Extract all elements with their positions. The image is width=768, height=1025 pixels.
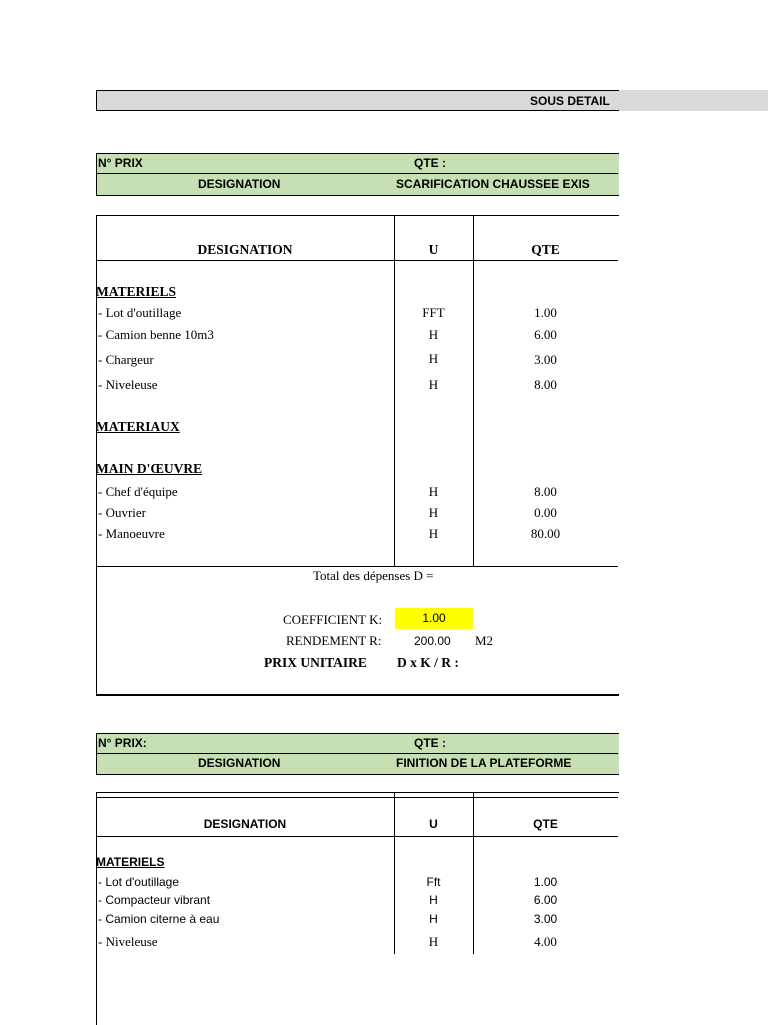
s1-coefficient-label: COEFFICIENT K: <box>283 612 383 627</box>
s1-materiel-row-2-qte: 3.00 <box>534 352 557 367</box>
s1-materiaux-heading: MATERIAUX <box>96 419 180 434</box>
s2-materiel-row-0-u: Fft <box>426 875 441 889</box>
s1-materiel-row-1-name: - Camion benne 10m3 <box>98 327 214 342</box>
s1-total-label: Total des dépenses D = <box>313 568 434 583</box>
s1-body-rule <box>96 566 618 567</box>
s1-designation-label: DESIGNATION <box>198 177 281 191</box>
s2-header-rule-2 <box>96 836 618 837</box>
s1-materiel-row-3-qte: 8.00 <box>534 377 557 392</box>
s2-materiel-row-1-u: H <box>429 893 438 907</box>
s1-designation-value: SCARIFICATION CHAUSSEE EXIS <box>396 177 590 191</box>
s1-coefficient-value: 1.00 <box>395 608 473 629</box>
s1-band-divider <box>96 173 618 174</box>
s1-labor-row-0-u: H <box>428 484 439 499</box>
s2-num-label: N° PRIX: <box>98 736 147 750</box>
s2-band-divider <box>96 753 618 754</box>
s2-materiel-row-1-qte: 6.00 <box>533 893 558 907</box>
s2-materiel-row-2-name: - Camion citerne à eau <box>98 912 220 926</box>
s1-col-qte: QTE <box>531 242 560 257</box>
s2-header-rule <box>96 797 618 798</box>
s1-col-u: U <box>428 242 439 257</box>
s2-designation-value: FINITION DE LA PLATEFORME <box>396 756 572 770</box>
s2-materiel-row-1-name: - Compacteur vibrant <box>98 893 211 907</box>
s1-labor-row-1-u: H <box>428 505 439 520</box>
s1-rendement-label: RENDEMENT R: <box>286 633 382 648</box>
s1-prix-label: PRIX UNITAIRE <box>264 655 367 670</box>
s2-col-u: U <box>429 817 438 831</box>
s1-num-label: N° PRIX <box>98 156 143 170</box>
page-crop-mask <box>619 112 768 1024</box>
s2-col-designation: DESIGNATION <box>203 817 287 831</box>
s1-materiels-heading: MATERIELS <box>96 284 177 299</box>
s1-materiel-row-0-name: - Lot d'outillage <box>98 305 182 320</box>
header-title: SOUS DETAIL <box>530 94 610 108</box>
s1-materiel-row-2-name: - Chargeur <box>98 352 154 367</box>
s1-materiel-row-3-u: H <box>428 377 439 392</box>
s1-materiel-row-1-u: H <box>428 327 439 342</box>
s1-labor-row-2-name: - Manoeuvre <box>98 526 165 541</box>
s1-labor-row-0-name: - Chef d'équipe <box>98 484 178 499</box>
s1-prix-formula: D x K / R : <box>397 655 459 670</box>
s1-rendement-unit: M2 <box>475 633 494 648</box>
s1-labor-row-1-qte: 0.00 <box>534 505 557 520</box>
s2-materiel-row-2-qte: 3.00 <box>533 912 558 926</box>
s1-labor-row-1-name: - Ouvrier <box>98 505 147 520</box>
s1-labor-row-2-qte: 80.00 <box>530 526 561 541</box>
s2-materiel-row-3-name: - Niveleuse <box>98 934 158 949</box>
s1-rendement-value: 200.00 <box>414 634 451 648</box>
s1-labor-row-2-u: H <box>428 526 439 541</box>
s1-main-oeuvre-heading: MAIN D'ŒUVRE <box>96 461 203 476</box>
s1-header-rule <box>96 260 618 261</box>
s2-materiels-heading: MATERIELS <box>96 855 165 869</box>
s2-materiel-row-0-name: - Lot d'outillage <box>98 875 180 889</box>
s2-designation-label: DESIGNATION <box>198 756 281 770</box>
s2-materiel-row-3-u: H <box>428 934 439 949</box>
s2-materiel-row-2-u: H <box>429 912 438 926</box>
s2-qte-label: QTE : <box>414 736 446 750</box>
s1-materiel-row-0-u: FFT <box>422 305 445 320</box>
s1-materiel-row-0-qte: 1.00 <box>534 305 557 320</box>
s1-qte-label: QTE : <box>414 156 446 170</box>
s1-materiel-row-1-qte: 6.00 <box>534 327 557 342</box>
s1-col-designation: DESIGNATION <box>197 242 293 257</box>
s1-labor-row-0-qte: 8.00 <box>534 484 557 499</box>
s2-materiel-row-3-qte: 4.00 <box>534 934 557 949</box>
s2-col-qte: QTE <box>533 817 558 831</box>
s2-materiel-row-0-qte: 1.00 <box>533 875 558 889</box>
s1-materiel-row-2-u: H <box>428 351 439 366</box>
s1-materiel-row-3-name: - Niveleuse <box>98 377 158 392</box>
